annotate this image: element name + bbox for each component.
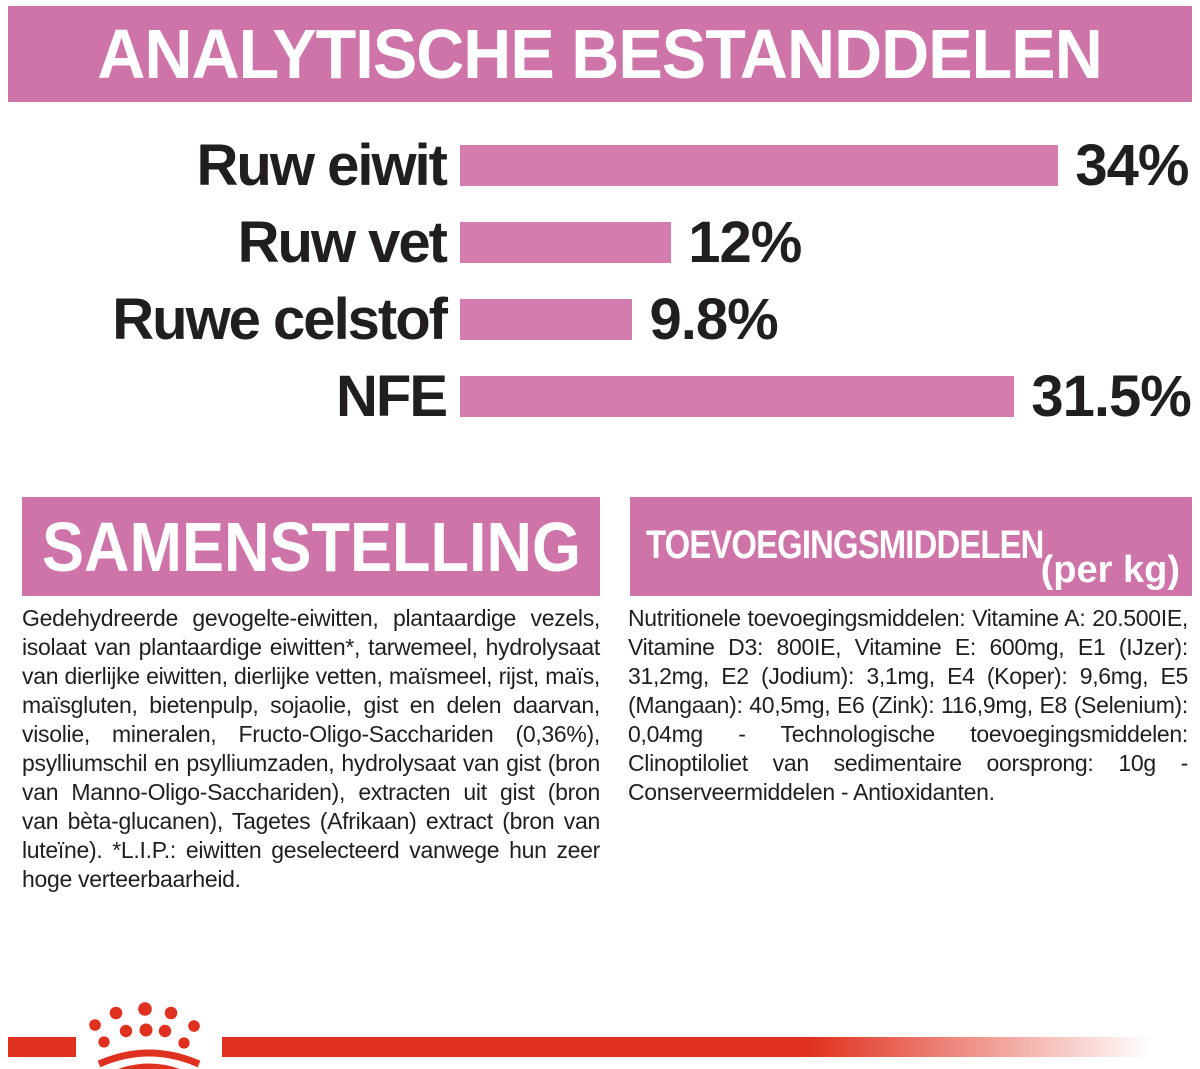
- chart-row: [0, 358, 1200, 435]
- chart-bar: [460, 376, 1014, 417]
- chart-value-label: 31.5%: [1031, 364, 1191, 429]
- composition-title: SAMENSTELLING: [41, 507, 581, 586]
- chart-bar: [460, 145, 1058, 186]
- chart-category-label: NFE: [336, 364, 446, 429]
- chart-value-label: 9.8%: [649, 287, 778, 352]
- composition-banner: [22, 497, 600, 596]
- chart-bar: [460, 222, 671, 263]
- additives-subtitle: (per kg): [1040, 549, 1180, 591]
- additives-banner: [630, 497, 1192, 596]
- chart-value-label: 12%: [688, 210, 802, 275]
- additives-body: Nutritionele toevoegingsmiddelen: Vitamine A: 20.500IE, Vitamine D3: 800IE, Vitamine E: 600mg, E1 (IJzer): 31,2mg, E2 (Jodium): 3,1mg, E4 (Koper): 9,6mg, E5 (Mangaan): 40,5mg, E6 (Zink): 116,9mg, E8 (Selenium): 0,04mg - Technologische toevoegingsmiddelen: Clinoptiloliet van sedimentaire oorsprong: 10g - Conserveermiddelen - Antioxidanten.: [628, 605, 1188, 805]
- analytical-constituents-banner: [8, 6, 1192, 102]
- chart-category-label: Ruw eiwit: [196, 133, 446, 198]
- composition-body: Gedehydreerde gevogelte-eiwitten, plantaardige vezels, isolaat van plantaardige eiwitten*, tarwemeel, hydrolysaat van dierlijke eiwitten, dierlijke vetten, maïsmeel, rijst, maïs, maïsgluten, bietenpulp, sojaolie, gist en delen daarvan, visolie, mineralen, Fructo-Oligo-Sacchariden (0,36%), psylliumschil en psylliumzaden, hydrolysaat van gist (bron van Manno-Oligo-Sacchariden), extracten uit gist (bron van bèta-glucanen), Tagetes (Afrikaan) extract (bron van luteïne). *L.I.P.: eiwitten geselecteerd vanwege hun zeer hoge verteerbaarheid.: [22, 605, 600, 892]
- footer-band-right: [222, 1037, 1200, 1057]
- chart-value-label: 34%: [1075, 133, 1189, 198]
- analytical-constituents-title: ANALYTISCHE BESTANDDELEN: [97, 15, 1103, 93]
- chart-category-label: Ruwe celstof: [112, 287, 446, 352]
- chart-bar: [460, 299, 632, 340]
- chart-row: [0, 204, 1200, 281]
- additives-title: TOEVOEGINGSMIDDELEN: [646, 523, 1044, 567]
- footer-band-left: [8, 1037, 76, 1057]
- royal-canin-crown-logo: [86, 996, 218, 1069]
- chart: [0, 127, 1200, 435]
- chart-category-label: Ruw vet: [237, 210, 446, 275]
- chart-row: [0, 127, 1200, 204]
- chart-row: [0, 281, 1200, 358]
